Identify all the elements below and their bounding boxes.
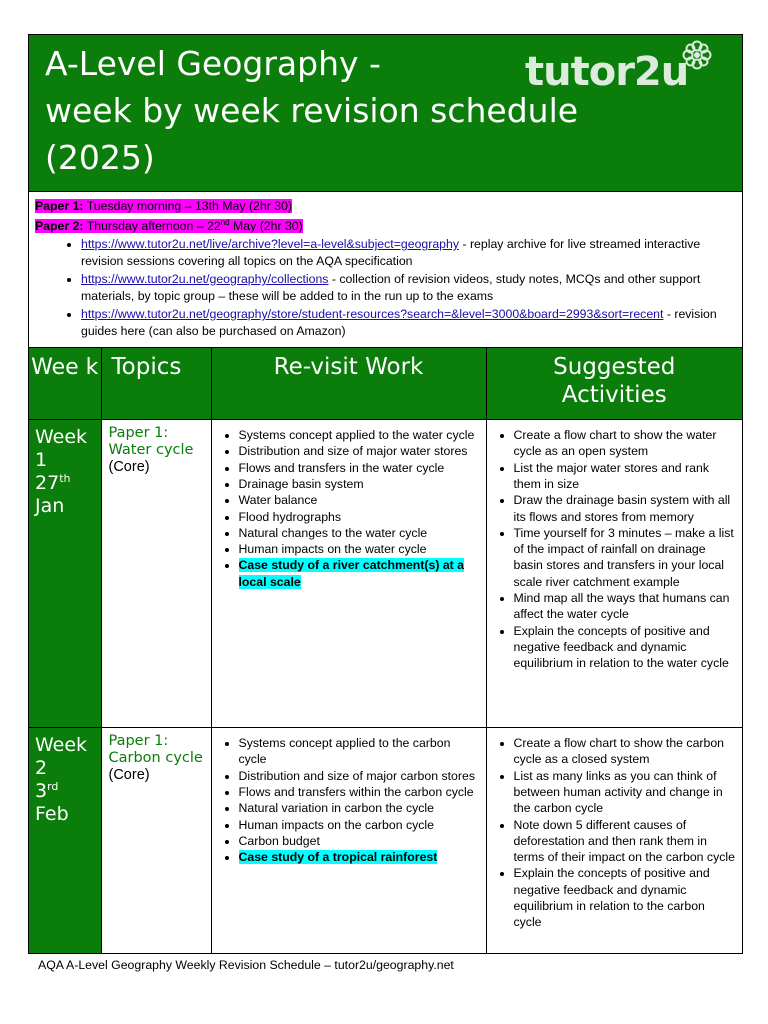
case-study-item: • Case study of a tropical rainforest bbox=[239, 849, 480, 865]
list-item: • Human impacts on the water cycle bbox=[239, 541, 480, 557]
list-item: • Distribution and size of major carbon stores bbox=[239, 768, 480, 784]
topic-name: Paper 1: Carbon cycle bbox=[108, 733, 203, 767]
resource-link-item: • https://www.tutor2u.net/live/archive?level=a-level&subject=geography - replay archive for live streamed interactive revision sessions covering all topics on the AQA specification bbox=[81, 236, 736, 269]
list-item: • Flows and transfers in the water cycle bbox=[239, 460, 480, 476]
topic-level: (Core) bbox=[108, 459, 150, 476]
list-item: • List the major water stores and rank them in size bbox=[514, 460, 737, 493]
topic-level: (Core) bbox=[108, 767, 150, 784]
topic-name: Paper 1: Water cycle bbox=[108, 425, 194, 459]
resource-links-list bbox=[35, 236, 736, 339]
paper-2-date: Paper 2: Thursday afternoon – 22nd May (2hr 30) bbox=[35, 217, 303, 233]
tutor2u-logo: tutor2u bbox=[525, 49, 689, 95]
list-item: • Create a flow chart to show the water cycle as an open system bbox=[514, 427, 737, 460]
list-item: • Flood hydrographs bbox=[239, 509, 480, 525]
table-header-row bbox=[29, 348, 742, 420]
activities-cell bbox=[486, 728, 742, 953]
list-item: • Human impacts on the carbon cycle bbox=[239, 817, 480, 833]
list-item: • Explain the concepts of positive and negative feedback and dynamic equilibrium in relation to the carbon cycle bbox=[514, 865, 737, 930]
document-frame bbox=[28, 34, 743, 954]
list-item: • Systems concept applied to the carbon cycle bbox=[239, 735, 480, 768]
exam-info-section bbox=[29, 192, 742, 348]
list-item: • List as many links as you can think of between human activity and change in the carbon cycle bbox=[514, 768, 737, 817]
header-banner bbox=[29, 35, 742, 192]
paper-1-date: Paper 1: Tuesday morning – 13th May (2hr 30) bbox=[35, 199, 293, 213]
header-suggested-activities: Suggested Activities bbox=[486, 348, 742, 420]
resource-link-item: • https://www.tutor2u.net/geography/collections - collection of revision videos, study notes, MCQs and other support materials, by topic group – these will be added to in the run up to the exams bbox=[81, 271, 736, 304]
list-item: • Draw the drainage basin system with all its flows and stores from memory bbox=[514, 492, 737, 525]
collections-link[interactable]: https://www.tutor2u.net/geography/collections bbox=[81, 272, 329, 287]
list-item: • Natural variation in carbon the cycle bbox=[239, 800, 480, 816]
page-title-line-2: week by week revision schedule bbox=[45, 91, 579, 130]
list-item: • Distribution and size of major water stores bbox=[239, 443, 480, 459]
week-cell: Week 2 3rd Feb bbox=[29, 728, 101, 953]
header-topics: Topics bbox=[101, 348, 211, 420]
page-title-line-1: A-Level Geography - bbox=[45, 44, 381, 83]
page-footer: AQA A-Level Geography Weekly Revision Schedule – tutor2u/geography.net bbox=[38, 958, 454, 972]
revision-schedule-table bbox=[29, 348, 742, 953]
table-row bbox=[29, 728, 742, 953]
live-archive-link[interactable]: https://www.tutor2u.net/live/archive?level=a-level&subject=geography bbox=[81, 237, 460, 252]
list-item: • Explain the concepts of positive and negative feedback and dynamic equilibrium in relation to the water cycle bbox=[514, 623, 737, 672]
list-item: • Flows and transfers within the carbon cycle bbox=[239, 784, 480, 800]
activities-cell bbox=[486, 420, 742, 728]
list-item: • Water balance bbox=[239, 492, 480, 508]
revisit-cell bbox=[211, 420, 486, 728]
week-cell: Week 1 27th Jan bbox=[29, 420, 101, 728]
list-item: • Natural changes to the water cycle bbox=[239, 525, 480, 541]
list-item: • Mind map all the ways that humans can affect the water cycle bbox=[514, 590, 737, 623]
list-item: • Carbon budget bbox=[239, 833, 480, 849]
list-item: • Create a flow chart to show the carbon cycle as a closed system bbox=[514, 735, 737, 768]
case-study-item: • Case study of a river catchment(s) at a local scale bbox=[239, 557, 480, 590]
list-item: • Drainage basin system bbox=[239, 476, 480, 492]
revisit-cell bbox=[211, 728, 486, 953]
header-week: Wee k bbox=[29, 348, 101, 420]
list-item: • Time yourself for 3 minutes – make a list of the impact of rainfall on drainage basin stores and transfers in your local scale river catchment example bbox=[514, 525, 737, 590]
table-row bbox=[29, 420, 742, 728]
topic-cell bbox=[101, 728, 211, 953]
page-title-line-3: (2025) bbox=[45, 138, 155, 177]
store-link[interactable]: https://www.tutor2u.net/geography/store/student-resources?search=&level=3000&board=2993&sort=recent bbox=[81, 307, 664, 322]
list-item: • Note down 5 different causes of deforestation and then rank them in terms of their impact on the carbon cycle bbox=[514, 817, 737, 866]
resource-link-item: • https://www.tutor2u.net/geography/store/student-resources?search=&level=3000&board=2993&sort=recent - revision guides here (can also be purchased on Amazon) bbox=[81, 306, 736, 339]
list-item: • Systems concept applied to the water cycle bbox=[239, 427, 480, 443]
topic-cell bbox=[101, 420, 211, 728]
header-revisit-work: Re-visit Work bbox=[211, 348, 486, 420]
flower-logo-icon bbox=[681, 39, 713, 71]
